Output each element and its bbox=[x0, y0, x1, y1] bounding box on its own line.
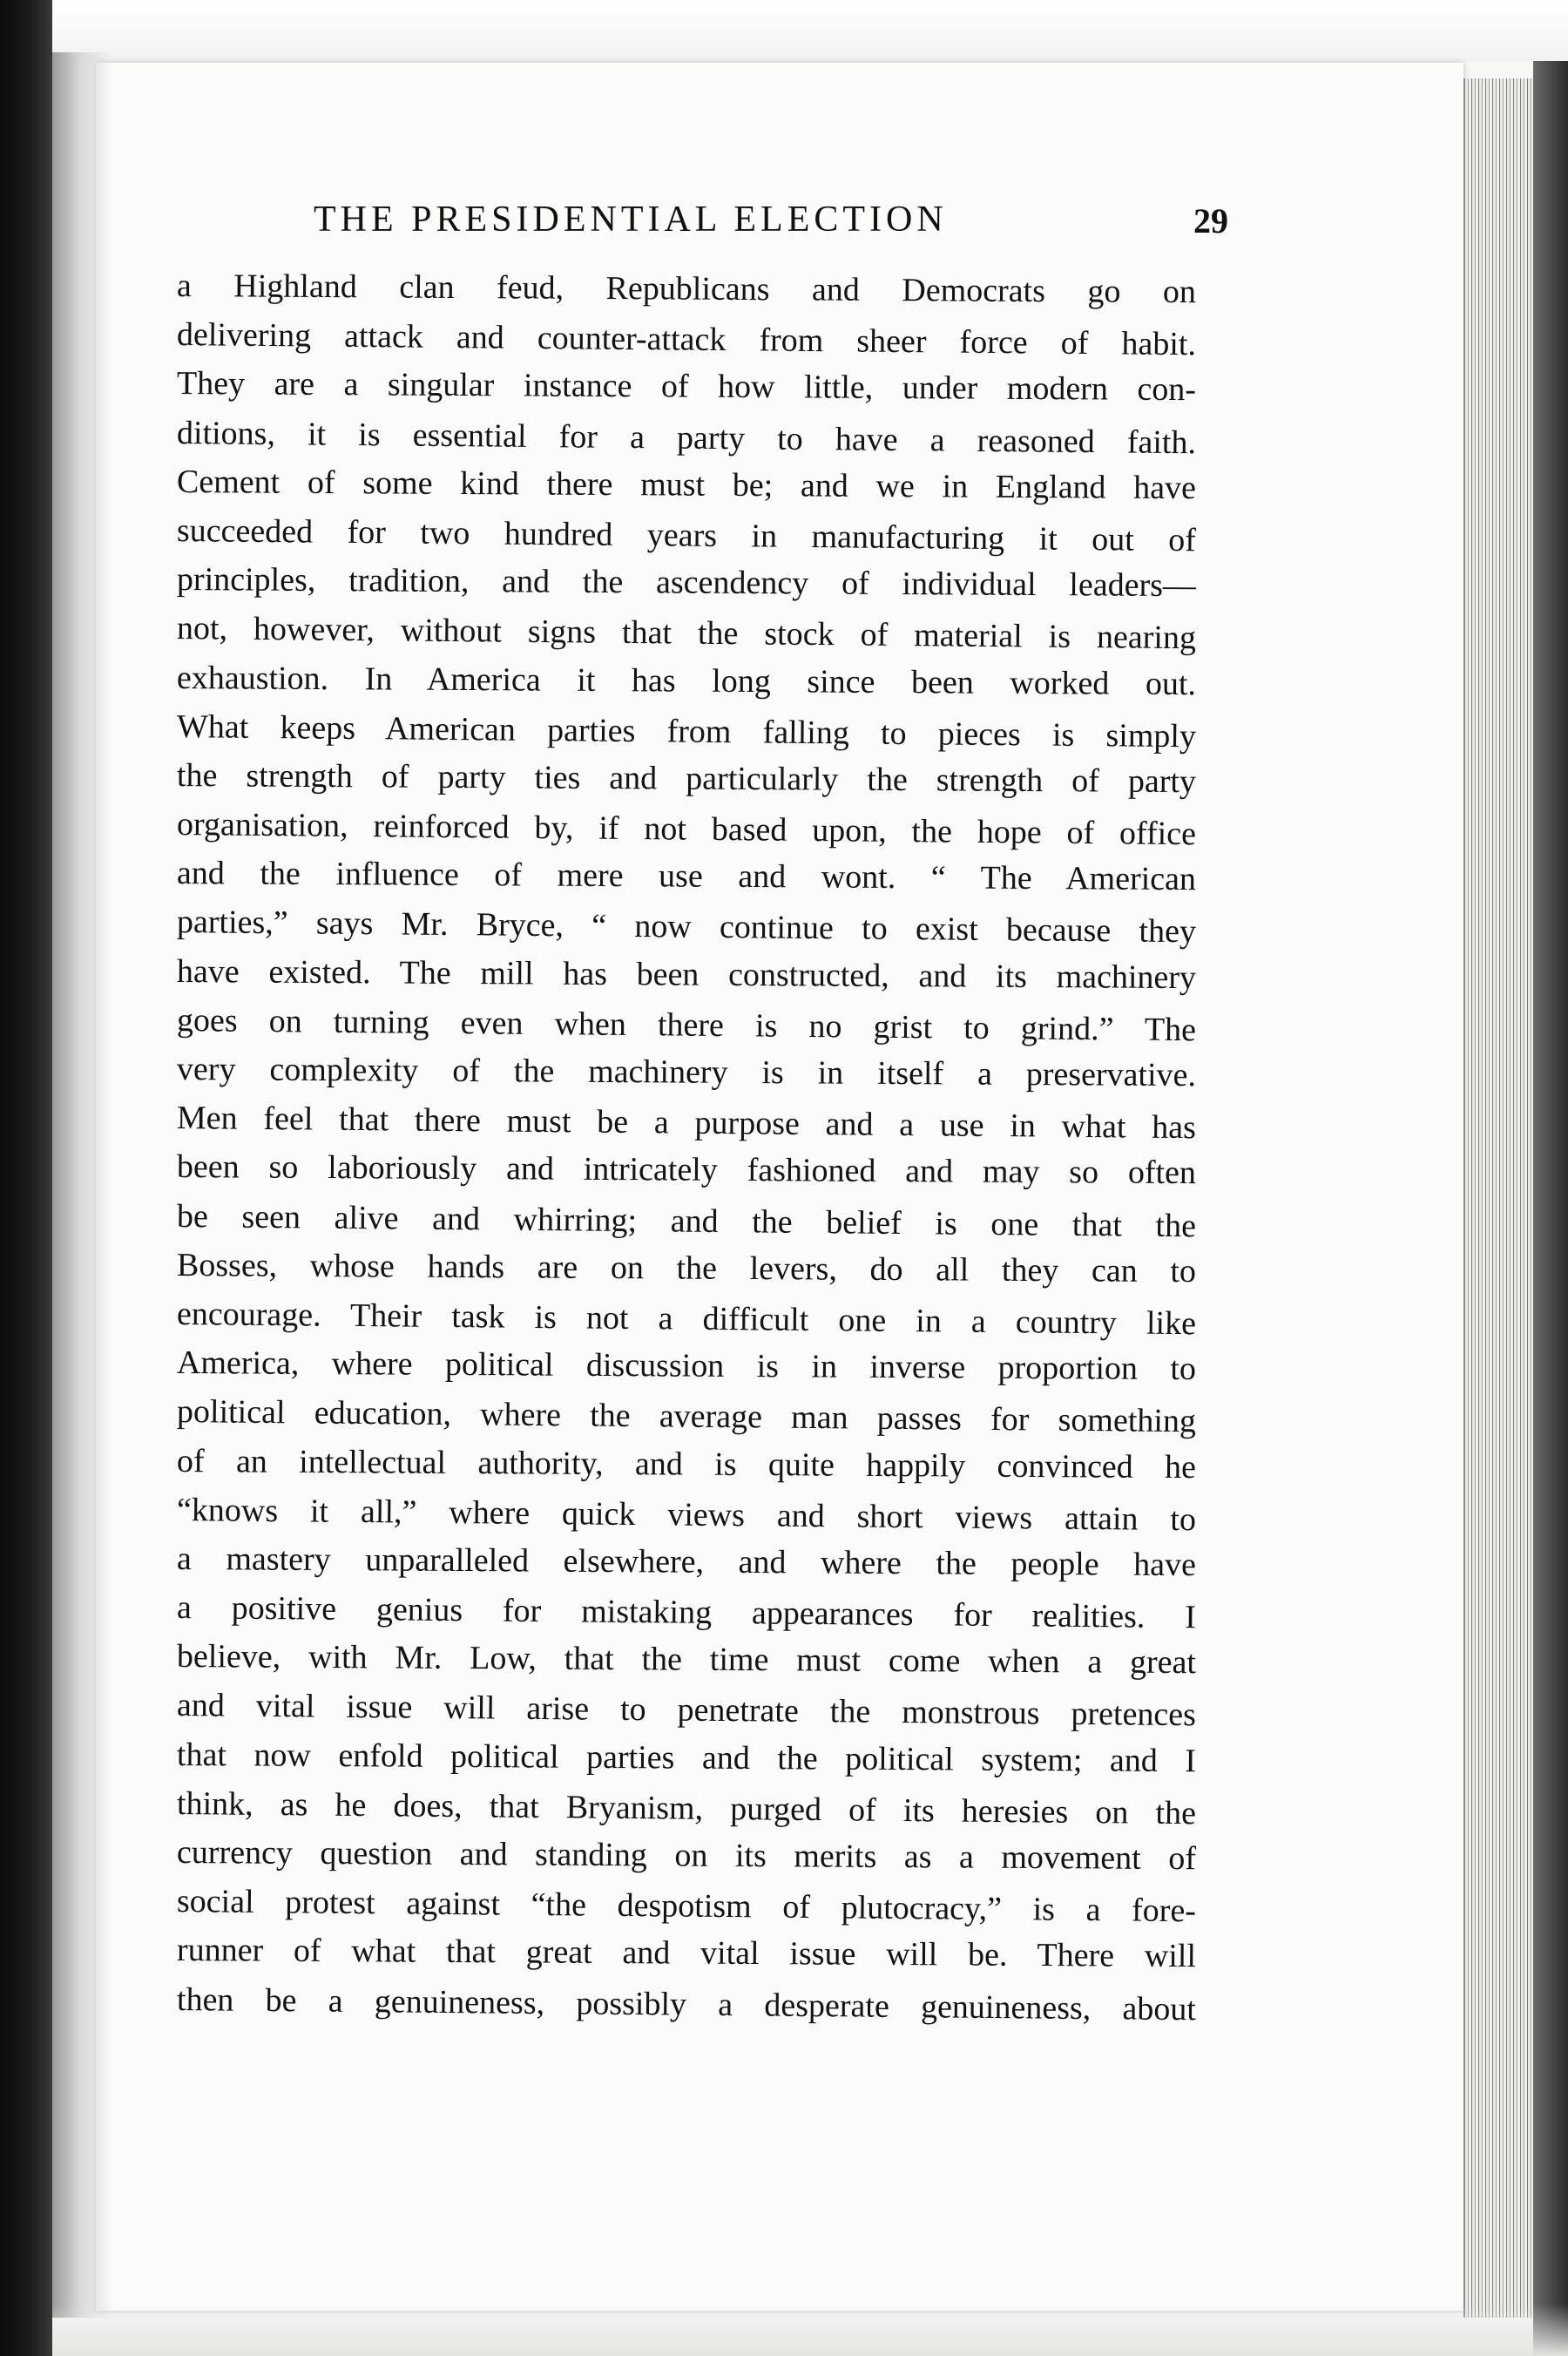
text-line: currency question and standing on its merits as a movement of bbox=[176, 1834, 1197, 1878]
text-line: think, as he does, that Bryanism, purged of its heresies on the bbox=[176, 1784, 1197, 1832]
gutter-shadow bbox=[52, 52, 113, 2318]
text-line: very complexity of the machinery is in itself a preservative. bbox=[176, 1051, 1197, 1094]
text-line: have existed. The mill has been constructed, and its machinery bbox=[176, 952, 1197, 996]
text-line: social protest against “the despotism of plutocracy,” is a fore- bbox=[176, 1883, 1197, 1930]
text-line: the strength of party ties and particularly the strength of party bbox=[176, 756, 1197, 801]
running-head-title: THE PRESIDENTIAL ELECTION bbox=[314, 200, 948, 240]
text-line: a mastery unparalleled elsewhere, and where the people have bbox=[176, 1540, 1197, 1584]
scan-background-top bbox=[0, 0, 1568, 61]
text-line: Men feel that there must be a purpose and a use in what has bbox=[176, 1100, 1197, 1147]
text-line: runner of what that great and vital issue will be. There will bbox=[176, 1932, 1197, 1975]
running-head bbox=[314, 199, 1228, 251]
text-line: then be a genuineness, possibly a desperate genuineness, about bbox=[176, 1980, 1197, 2028]
text-line: of an intellectual authority, and is quite happily convinced he bbox=[176, 1442, 1197, 1486]
text-line: “knows it all,” where quick views and short views attain to bbox=[176, 1491, 1197, 1538]
text-line: principles, tradition, and the ascendency of individual leaders— bbox=[176, 561, 1197, 605]
body-text bbox=[176, 261, 1197, 2028]
text-line: be seen alive and whirring; and the belief is one that the bbox=[176, 1197, 1197, 1244]
text-line: What keeps American parties from falling to pieces is simply bbox=[176, 707, 1197, 755]
page-bottom-shadow bbox=[52, 2304, 1568, 2356]
book-fore-edge bbox=[1463, 78, 1535, 2318]
text-line: that now enfold political parties and the political system; and I bbox=[176, 1736, 1197, 1779]
text-line: Cement of some kind there must be; and we in England have bbox=[176, 463, 1197, 506]
text-line: succeeded for two hundred years in manufacturing it out of bbox=[176, 511, 1197, 559]
text-line: political education, where the average man passes for something bbox=[176, 1393, 1197, 1440]
text-line: They are a singular instance of how little, under modern con- bbox=[176, 365, 1197, 409]
text-line: America, where political discussion is in inverse proportion to bbox=[176, 1344, 1197, 1388]
text-line: been so laboriously and intricately fashioned and may so often bbox=[176, 1148, 1197, 1192]
page-number: 29 bbox=[1193, 201, 1228, 240]
text-line: parties,” says Mr. Bryce, “ now continue to exist because they bbox=[176, 904, 1197, 951]
text-line: and the influence of mere use and wont. “ The American bbox=[176, 855, 1197, 898]
scan-border-left bbox=[0, 0, 52, 2356]
text-line: and vital issue will arise to penetrate the monstrous pretences bbox=[176, 1687, 1197, 1734]
text-line: a Highland clan feud, Republicans and Democrats go on bbox=[176, 267, 1197, 311]
text-line: believe, with Mr. Low, that the time must come when a great bbox=[176, 1638, 1197, 1682]
text-line: encourage. Their task is not a difficult one in a country like bbox=[176, 1295, 1197, 1343]
scan-border-right bbox=[1533, 61, 1568, 2356]
text-line: Bosses, whose hands are on the levers, do all they can to bbox=[176, 1246, 1197, 1290]
text-line: ditions, it is essential for a party to have a reasoned faith. bbox=[176, 414, 1197, 461]
text-line: goes on turning even when there is no grist to grind.” The bbox=[176, 1001, 1197, 1049]
text-line: not, however, without signs that the stock of material is nearing bbox=[176, 610, 1197, 657]
text-line: organisation, reinforced by, if not based upon, the hope of office bbox=[176, 806, 1197, 853]
text-line: delivering attack and counter-attack from sheer force of habit. bbox=[176, 316, 1197, 363]
text-line: exhaustion. In America it has long since been worked out. bbox=[176, 659, 1197, 702]
text-line: a positive genius for mistaking appearances for realities. I bbox=[176, 1589, 1197, 1636]
